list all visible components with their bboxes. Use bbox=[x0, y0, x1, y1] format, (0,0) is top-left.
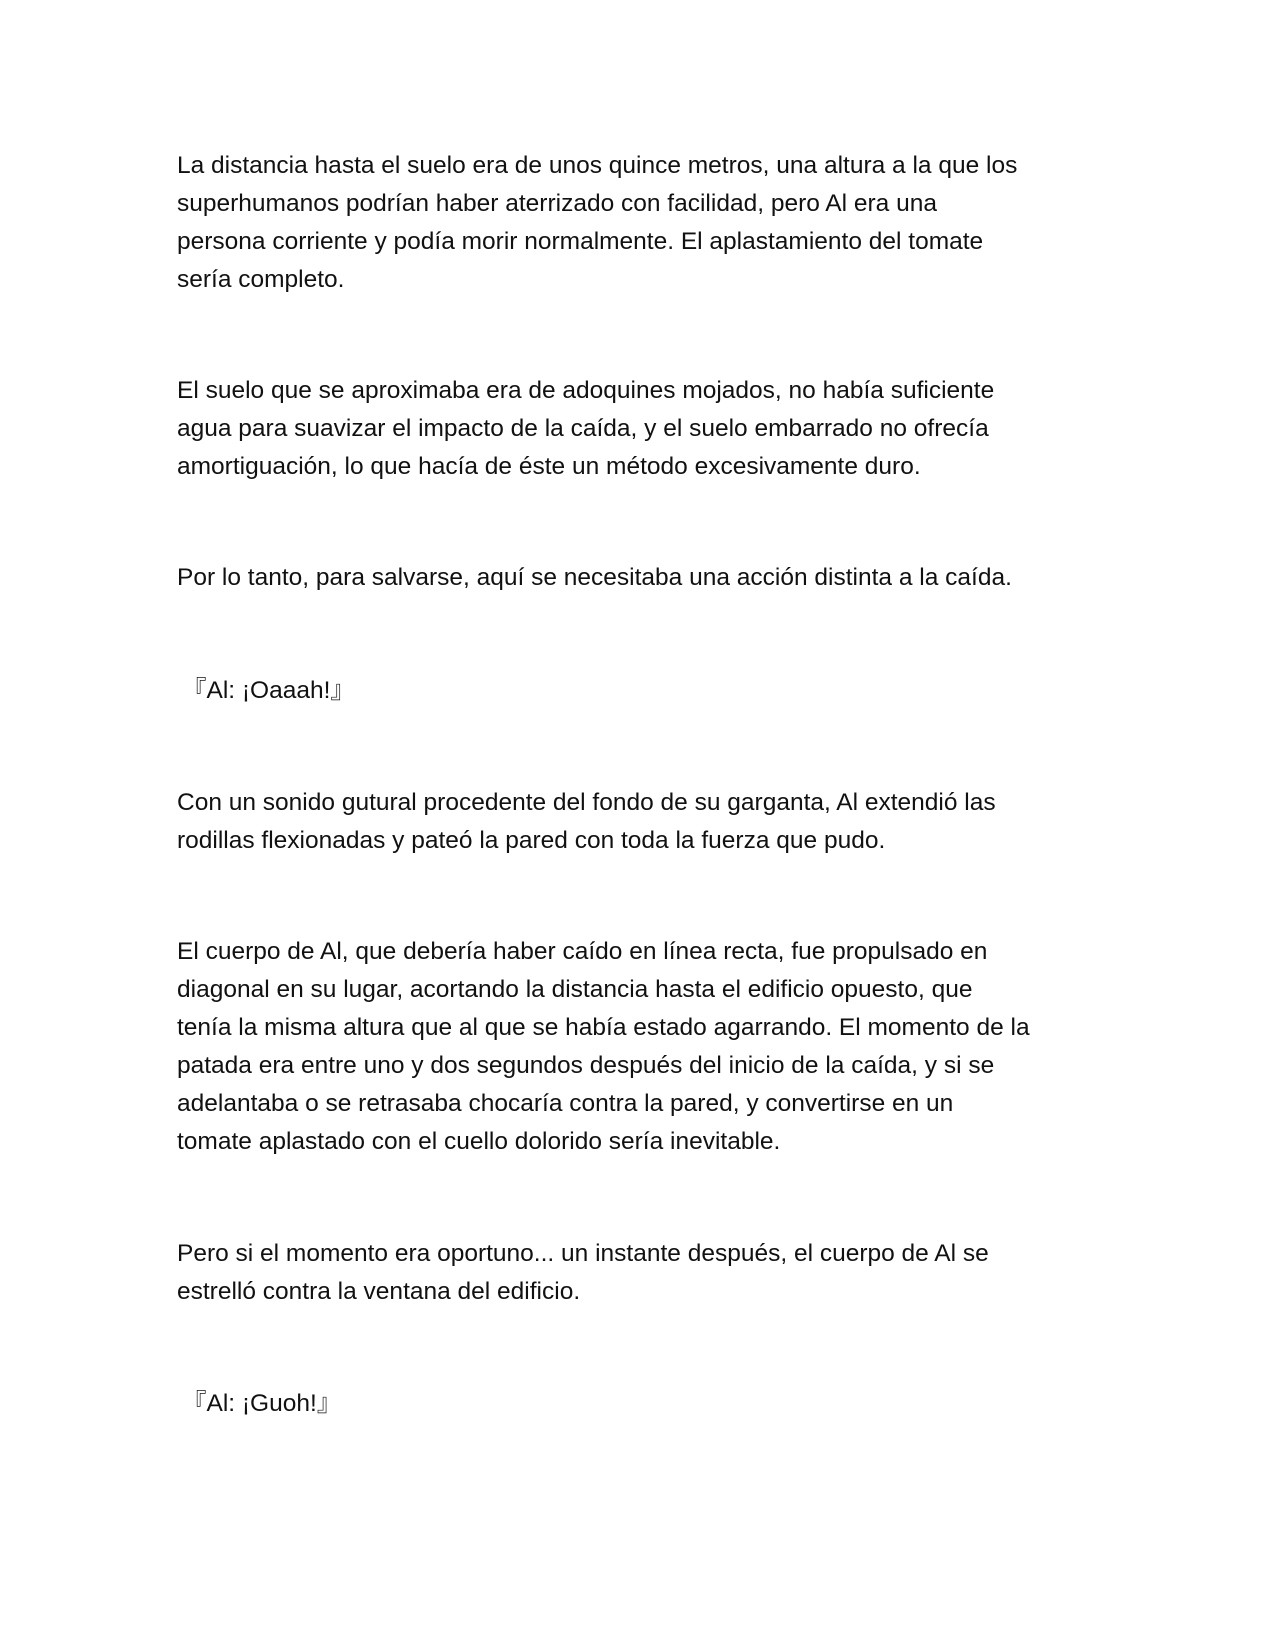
paragraph bbox=[177, 933, 1117, 1161]
text-line: El cuerpo de Al, que debería haber caído en línea recta, fue propulsado en bbox=[177, 938, 988, 965]
text-line: rodillas flexionadas y pateó la pared con toda la fuerza que pudo. bbox=[177, 827, 886, 854]
paragraph bbox=[177, 784, 1117, 860]
text-line: superhumanos podrían haber aterrizado con facilidad, pero Al era una bbox=[177, 190, 937, 217]
paragraph bbox=[177, 1235, 1117, 1311]
text-line: Pero si el momento era oportuno... un instante después, el cuerpo de Al se bbox=[177, 1240, 989, 1267]
text-line: sería completo. bbox=[177, 266, 345, 293]
text-line: 『Al: ¡Oaaah!』 bbox=[182, 677, 355, 704]
text-line: adelantaba o se retrasaba chocaría contra la pared, y convertirse en un bbox=[177, 1090, 954, 1117]
paragraph bbox=[177, 147, 1117, 299]
dialogue-line bbox=[182, 1385, 1122, 1423]
text-line: tomate aplastado con el cuello dolorido sería inevitable. bbox=[177, 1128, 781, 1155]
text-line: El suelo que se aproximaba era de adoquines mojados, no había suficiente bbox=[177, 377, 995, 404]
text-line: persona corriente y podía morir normalmente. El aplastamiento del tomate bbox=[177, 228, 984, 255]
text-line: estrelló contra la ventana del edificio. bbox=[177, 1278, 581, 1305]
paragraph bbox=[177, 559, 1117, 597]
text-line: Con un sonido gutural procedente del fondo de su garganta, Al extendió las bbox=[177, 789, 996, 816]
text-line: Por lo tanto, para salvarse, aquí se necesitaba una acción distinta a la caída. bbox=[177, 564, 1012, 591]
text-line: diagonal en su lugar, acortando la distancia hasta el edificio opuesto, que bbox=[177, 976, 973, 1003]
paragraph bbox=[177, 372, 1117, 486]
dialogue-line bbox=[182, 672, 1122, 710]
text-line: agua para suavizar el impacto de la caída, y el suelo embarrado no ofrecía bbox=[177, 415, 989, 442]
text-line: tenía la misma altura que al que se había estado agarrando. El momento de la bbox=[177, 1014, 1030, 1041]
text-line: La distancia hasta el suelo era de unos quince metros, una altura a la que los bbox=[177, 152, 1018, 179]
text-line: patada era entre uno y dos segundos después del inicio de la caída, y si se bbox=[177, 1052, 995, 1079]
text-line: 『Al: ¡Guoh!』 bbox=[182, 1390, 342, 1417]
text-line: amortiguación, lo que hacía de éste un método excesivamente duro. bbox=[177, 453, 921, 480]
